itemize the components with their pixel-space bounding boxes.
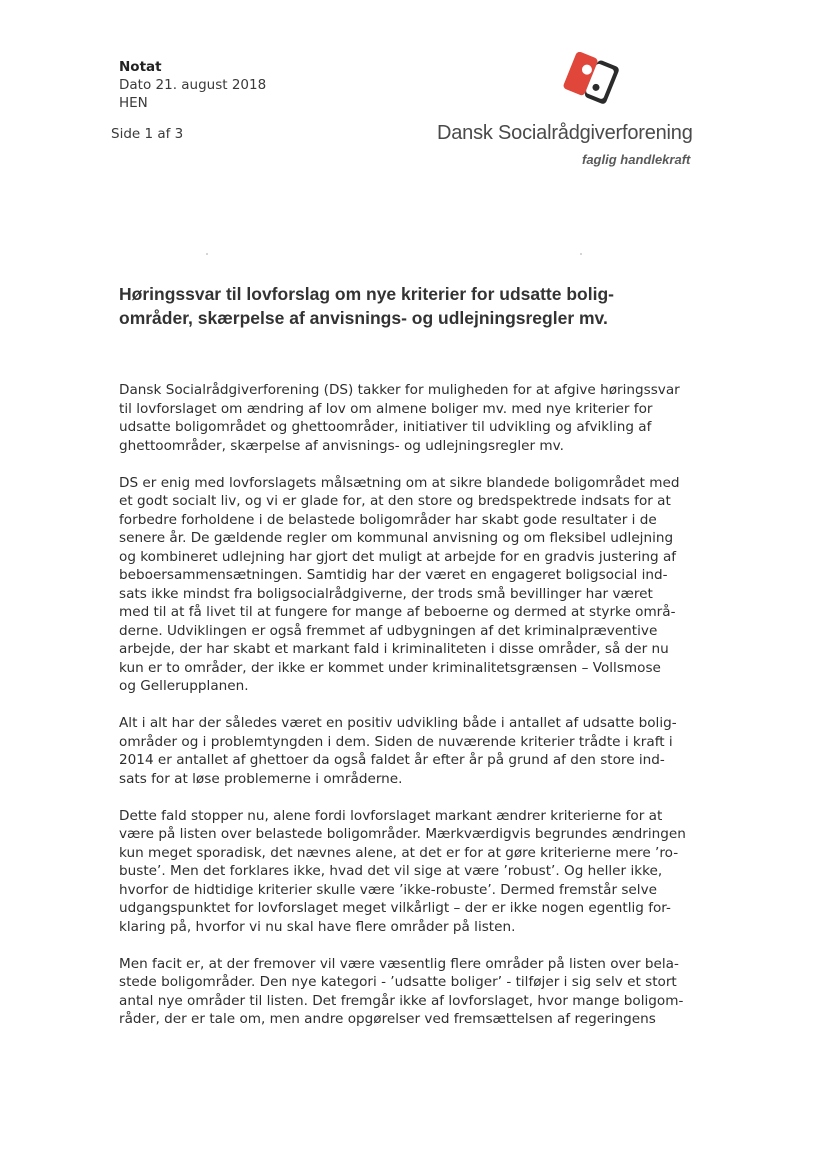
text-line: Dette fald stopper nu, alene fordi lovforslaget markant ændrer kriterierne for at — [119, 807, 663, 824]
text-line: og kombineret udlejning har gjort det muligt at arbejde for en gradvis justering af — [119, 548, 677, 565]
text-line: være på listen over belastede boligområder. Mærkværdigvis begrundes ændringen — [119, 826, 686, 842]
text-line: arbejde, der har skabt et markant fald i kriminaliteten i disse områder, så der nu — [119, 641, 669, 657]
paragraph — [119, 807, 699, 937]
text-line: sats ikke mindst fra boligsocialrådgiverne, der trods små bevillinger har været — [119, 585, 653, 602]
document-meta — [119, 58, 266, 112]
document-type: Notat — [119, 59, 162, 75]
text-line: områder og i problemtyngden i dem. Siden de nuværende kriterier trådte i kraft i — [119, 733, 673, 750]
text-line: hvorfor de hidtidige kriterier skulle være ’ikke-robuste’. Dermed fremstår selve — [119, 881, 657, 898]
title-line: områder, skærpelse af anvisnings- og udlejningsregler mv. — [119, 308, 608, 328]
text-line: 2014 er antallet af ghettoer da også faldet år efter år på grund af den store ind- — [119, 752, 665, 768]
page-number: Side 1 af 3 — [111, 126, 184, 142]
text-line: Men facit er, at der fremover vil være væsentlig flere områder på listen over bela- — [119, 955, 679, 972]
text-line: senere år. De gældende regler om kommunal anvisning og om fleksibel udlejning — [119, 530, 674, 546]
text-line: stede boligområder. Den nye kategori - ’udsatte boliger’ - tilføjer i sig selv et stort — [119, 974, 677, 990]
organization-logo-icon — [559, 52, 623, 110]
text-line: udsatte boligområdet og ghettoområder, initiativer til udvikling og afvikling af — [119, 419, 652, 435]
paragraph — [119, 955, 699, 1029]
organization-name: Dansk Socialrådgiverforening — [437, 122, 693, 144]
organization-tagline: faglig handlekraft — [582, 152, 691, 167]
text-line: et godt socialt liv, og vi er glade for, at den store og bredspektrede indsats for at — [119, 493, 671, 509]
document-body — [119, 381, 699, 1047]
scan-dot — [206, 253, 208, 255]
text-line: sats for at løse problemerne i områderne. — [119, 770, 403, 787]
text-line: ghettoområder, skærpelse af anvisnings- og udlejningsregler mv. — [119, 437, 564, 454]
paragraph — [119, 381, 699, 455]
document-date: Dato 21. august 2018 — [119, 77, 267, 93]
text-line: DS er enig med lovforslagets målsætning om at sikre blandede boligområdet med — [119, 474, 680, 491]
text-line: Alt i alt har der således været en positiv udvikling både i antallet af udsatte bolig- — [119, 715, 677, 731]
text-line: klaring på, hvorfor vi nu skal have flere områder på listen. — [119, 918, 516, 935]
text-line: kun meget sporadisk, det nævnes alene, at det er for at gøre kriterierne mere ’ro- — [119, 844, 679, 861]
text-line: til lovforslaget om ændring af lov om almene boliger mv. med nye kriterier for — [119, 400, 653, 417]
title-line: Høringssvar til lovforslag om nye kriterier for udsatte bolig- — [119, 284, 614, 304]
text-line: beboersammensætningen. Samtidig har der været en engageret boligsocial ind- — [119, 567, 668, 583]
document-title — [119, 282, 699, 330]
text-line: buste’. Men det forklares ikke, hvad det vil sige at være ’robust’. Og heller ikke, — [119, 863, 663, 879]
text-line: antal nye områder til listen. Det fremgår ikke af lovforslaget, hvor mange boligom- — [119, 992, 684, 1009]
paragraph — [119, 714, 699, 788]
text-line: derne. Udviklingen er også fremmet af udbygningen af det kriminalpræventive — [119, 622, 658, 639]
author-initials: HEN — [119, 95, 148, 111]
text-line: Dansk Socialrådgiverforening (DS) takker for muligheden for at afgive høringssvar — [119, 382, 680, 398]
text-line: kun er to områder, der ikke er kommet under kriminalitetsgrænsen – Vollsmose — [119, 659, 661, 676]
paragraph — [119, 474, 699, 696]
text-line: udgangspunktet for lovforslaget meget vilkårligt – der er ikke nogen egentlig for- — [119, 900, 671, 916]
text-line: og Gellerupplanen. — [119, 678, 249, 694]
scan-dot — [580, 253, 582, 255]
text-line: med til at få livet til at fungere for mange af beboerne og dermed at styrke områ- — [119, 604, 676, 620]
text-line: råder, der er tale om, men andre opgørelser ved fremsættelsen af regeringens — [119, 1011, 656, 1027]
text-line: forbedre forholdene i de belastede boligområder har skabt gode resultater i de — [119, 511, 657, 528]
